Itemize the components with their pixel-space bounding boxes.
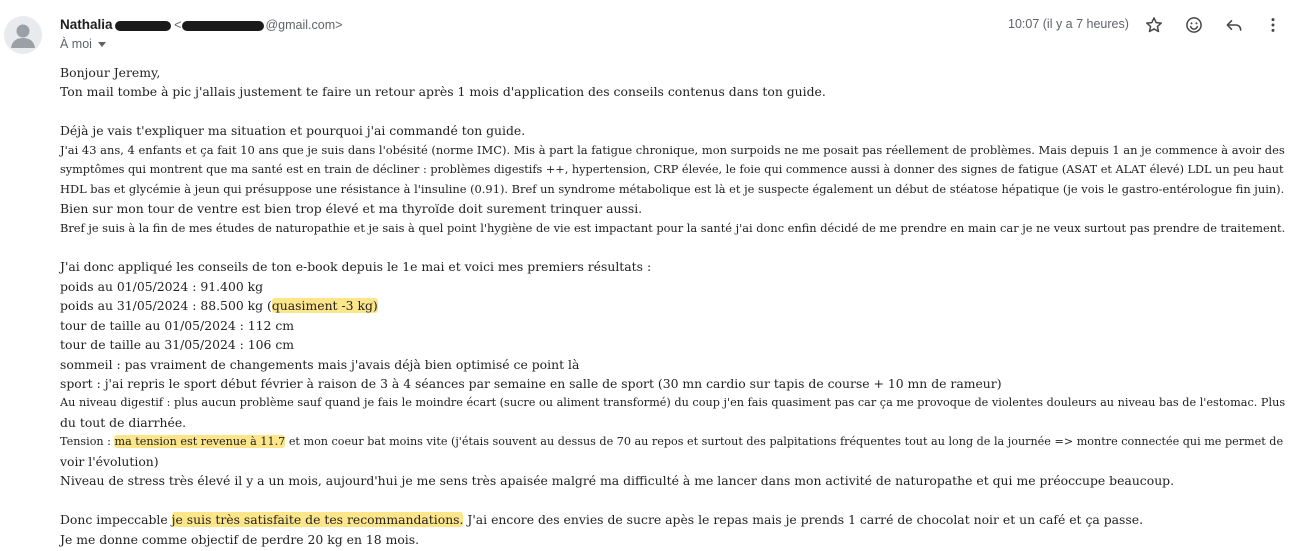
react-button[interactable] xyxy=(1181,12,1207,38)
sender-avatar[interactable] xyxy=(4,16,42,54)
person-icon xyxy=(4,16,42,54)
weight-end-label: poids au 31/05/2024 : 88.500 kg ( xyxy=(60,298,272,314)
body-line: Bien sur mon tour de ventre est bien trop élevé et ma thyroïde doit surement trinquer aussi. xyxy=(60,201,643,217)
body-line xyxy=(60,510,1284,529)
body-line: J'ai donc appliqué les conseils de ton e-book depuis le 1e mai et voici mes premiers résultats : xyxy=(60,259,652,275)
timestamp: 10:07 (il y a 7 heures) xyxy=(1008,17,1129,31)
body-line: Bref je suis à la fin de mes études de naturopathie et je sais à quel point l'hygiène de vie est impactant pour la santé j'ai donc enfin décidé de me prendre en main car je ne veux surtout pas prendre de traitement. xyxy=(60,220,1286,235)
conclusion-rest: J'ai encore des envies de sucre apès le repas mais je prends 1 carré de chocolat noir et un café et ça passe. xyxy=(463,512,1144,528)
reply-icon xyxy=(1224,15,1244,35)
recipient-label: À moi xyxy=(60,37,92,51)
star-icon xyxy=(1144,15,1164,35)
sender-email-open: < xyxy=(174,18,182,32)
body-line xyxy=(60,432,1284,451)
body-line: Je me donne comme objectif de perdre 20 kg en 18 mois. xyxy=(60,531,420,547)
paragraph-gap xyxy=(60,102,1284,121)
more-vert-icon xyxy=(1263,15,1283,35)
body-line: tour de taille au 01/05/2024 : 112 cm xyxy=(60,317,295,333)
body-line: Bonjour Jeremy, xyxy=(60,65,161,80)
tension-rest: et mon coeur bat moins vite (j'étais souvent au dessus de 70 au repos et surtout des palpitations fréquentes tout au long de la journée => montre connectée qui me permet de xyxy=(285,435,1284,449)
recipient-dropdown[interactable] xyxy=(60,37,106,51)
star-button[interactable] xyxy=(1141,12,1167,38)
highlight-weight-loss: quasiment -3 kg) xyxy=(271,298,378,314)
paragraph-gap xyxy=(60,238,1284,257)
body-line: HDL bas et glycémie à jeun qui présuppose une résistance à l'insuline (0.91). Bref un syndrome métabolique est là et je suspecte également un début de stéatose hépatique (je vois le gastro-entérologue fin juin). xyxy=(60,181,1285,196)
redacted-surname xyxy=(115,21,171,31)
body-line xyxy=(60,296,1284,315)
body-line: sommeil : pas vraiment de changements mais j'avais déjà bien optimisé ce point là xyxy=(60,356,580,372)
more-options-button[interactable] xyxy=(1260,12,1286,38)
highlight-satisfaction: je suis très satisfaite de tes recommandations. xyxy=(171,512,464,528)
body-line: sport : j'ai repris le sport début février à raison de 3 à 4 séances par semaine en salle de sport (30 mn cardio sur tapis de course + 10 mn de rameur) xyxy=(60,376,1002,391)
sender-name[interactable]: Nathalia xyxy=(60,17,113,32)
chevron-down-icon xyxy=(98,42,106,47)
sender-line xyxy=(60,17,342,32)
paragraph-gap xyxy=(60,491,1284,510)
tension-label: Tension : xyxy=(60,435,115,449)
sender-email[interactable] xyxy=(174,18,342,32)
body-line: symptômes qui montrent que ma santé est en train de décliner : problèmes digestifs ++, hypertension, CRP élevée, le foie qui commence aussi à donner des signes de fatigue (ASAT et ALAT élevé) LDL un peu haut xyxy=(60,163,1284,177)
redacted-email xyxy=(182,21,264,31)
body-line: Déjà je vais t'expliquer ma situation et pourquoi j'ai commandé ton guide. xyxy=(60,123,526,139)
body-line: poids au 01/05/2024 : 91.400 kg xyxy=(60,278,264,294)
message-body xyxy=(60,63,1284,549)
body-line: Ton mail tombe à pic j'allais justement te faire un retour après 1 mois d'application des conseils contenus dans ton guide. xyxy=(60,84,826,100)
conclusion-start: Donc impeccable xyxy=(60,512,172,528)
highlight-tension: ma tension est revenue à 11.7 xyxy=(114,435,286,449)
body-line: du tout de diarrhée. xyxy=(60,414,187,430)
body-line: J'ai 43 ans, 4 enfants et ça fait 10 ans que je suis dans l'obésité (norme IMC). Mis à part la fatigue chronique, mon surpoids ne me posait pas réellement de problèmes. Mais depuis 1 an je commence à avoir des xyxy=(60,142,1285,157)
emoji-icon xyxy=(1184,15,1204,35)
body-line: Au niveau digestif : plus aucun problème sauf quand je fais le moindre écart (sucre ou aliment transformé) du coup j'en fais quasiment pas car ça me provoque de violentes douleurs au niveau bas de l'estomac. Plus xyxy=(60,396,1286,410)
body-line: voir l'évolution) xyxy=(60,453,159,469)
sender-email-domain: @gmail.com> xyxy=(265,18,343,32)
body-line: tour de taille au 31/05/2024 : 106 cm xyxy=(60,337,295,353)
body-line: Niveau de stress très élevé il y a un mois, aujourd'hui je me sens très apaisée malgré ma difficulté à me lancer dans mon activité de naturopathe et qui me préoccupe beaucoup. xyxy=(60,473,1175,489)
reply-button[interactable] xyxy=(1221,12,1247,38)
